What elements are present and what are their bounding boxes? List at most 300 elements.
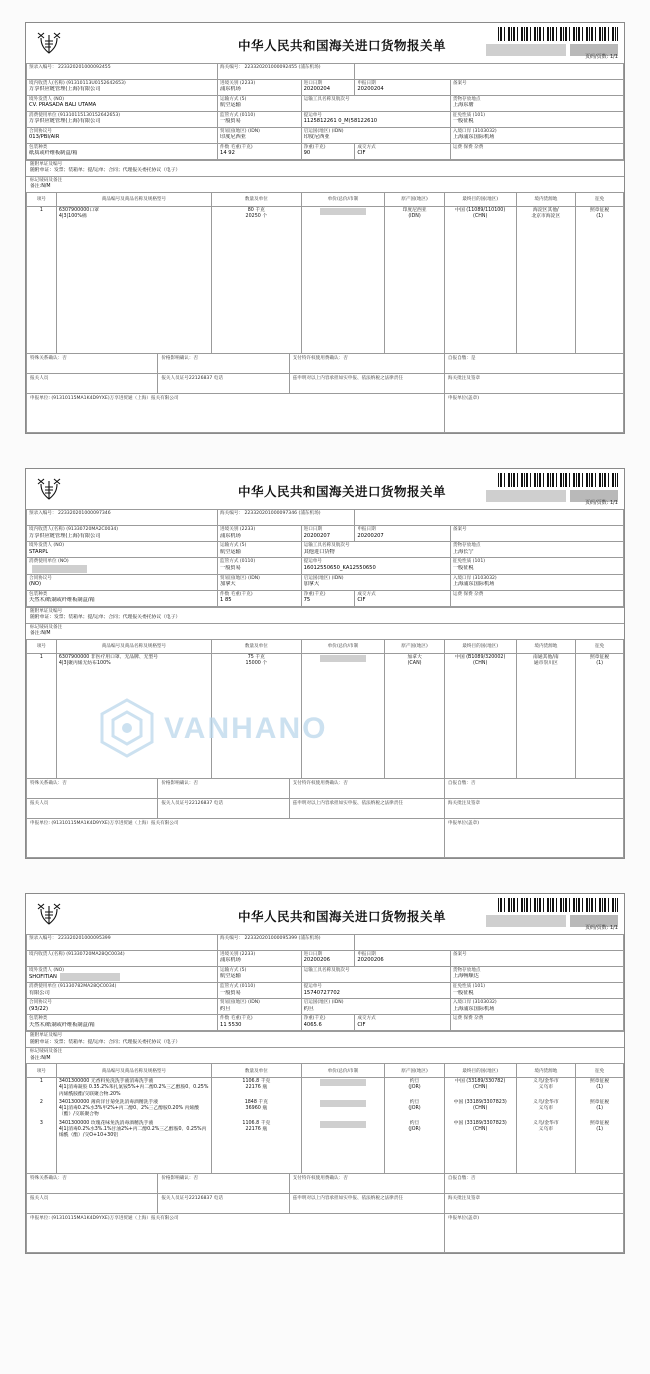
goods-empty-row [27,276,624,287]
goods-qty-2: 36960 瓶 [245,1106,268,1112]
goods-empty-cell [385,1151,445,1162]
consumer-unit-value-wrap [29,565,215,573]
declare-unit-cell [27,394,445,433]
goods-empty-cell [516,1140,576,1151]
goods-empty-cell [56,287,211,298]
form-header [26,894,624,934]
bill-no-cell [301,558,450,574]
goods-empty-cell [27,712,57,723]
goods-empty-cell [27,232,57,243]
declare-person-cert-label: 报关人员证号22126837 电话 [161,376,223,382]
goods-empty-cell [27,745,57,756]
goods-empty-row [27,331,624,342]
oath-label: 兹申明对以上内容承担如实申报、依法纳税之法律责任 [292,376,403,382]
declare-unit-row [27,818,624,857]
goods-empty-row [27,1140,624,1151]
redacted-block [486,44,566,56]
goods-empty-row [27,690,624,701]
net-weight-value: 4065.6 [303,1021,322,1028]
goods-empty-cell [212,701,302,712]
levy-nature-label: 征免性质 (101) [452,984,486,990]
header-spacer-cell [355,510,624,526]
declare-person-cert-label: 报关人员证号22126837 电话 [161,800,223,806]
goods-col-header: 商品编号及商品名称及规格型号 [56,639,211,653]
goods-index: 1 [27,653,57,668]
goods-source-place [516,1078,576,1099]
goods-qty-1: 1106.8 千克 [242,1120,271,1126]
goods-empty-cell [27,287,57,298]
entry-port-label: 入境口岸 (3103032) [452,575,497,581]
goods-empty-row [27,745,624,756]
declare-port-label: 进境关别 (2233) [220,527,256,533]
customs-declaration-forms [0,22,650,1254]
trade-country-cell [218,128,302,144]
goods-empty-cell [385,320,445,331]
form-grid [26,63,624,160]
goods-origin-line: (JOR) [408,1126,421,1132]
overseas-consignor-cell [27,96,218,112]
goods-empty-cell [576,745,624,756]
goods-dest-line: 中国 (33189/3307823) [453,1099,507,1105]
price-effect-label: 价格影响确认：否 [161,780,199,786]
domestic-consignee-label: 境内收货人(名称) (91330720MA2C0034) [29,527,119,533]
goods-empty-cell [576,320,624,331]
goods-empty-cell [301,679,385,690]
oath-label: 兹申明对以上内容承担如实申报、依法纳税之法律责任 [292,800,403,806]
goods-empty-cell [56,690,211,701]
goods-empty-cell [576,342,624,353]
goods-empty-cell [56,298,211,309]
goods-empty-cell [56,243,211,254]
goods-source-line: 义乌/金华市 [533,1099,559,1105]
goods-empty-cell [444,243,516,254]
goods-empty-cell [576,331,624,342]
goods-empty-cell [301,756,385,767]
goods-empty-cell [576,756,624,767]
goods-empty-cell [444,309,516,320]
domestic-consignee-cell [27,80,218,96]
trade-terms-label: 成交方式 [357,145,376,150]
pieces-label: 件数 毛重(千克) [220,145,253,150]
goods-empty-cell [212,767,302,778]
goods-name [56,653,211,668]
goods-name [56,206,211,221]
goods-empty-cell [27,221,57,232]
goods-dest-line: 中国 (11089/110100) [455,207,506,213]
goods-table [26,1063,624,1173]
domestic-consignee-label: 境内收货人(名称) (91330720MA28QC0034) [29,951,125,957]
goods-empty-cell [444,690,516,701]
goods-empty-cell [56,221,211,232]
special-relation-cell [27,354,158,374]
bill-no-value: 16012550650_KA12550650 [303,564,376,571]
goods-source-line: 南通其他/南 [533,654,559,660]
supervise-mode-label: 监管方式 (0110) [220,113,256,118]
goods-empty-cell [516,701,576,712]
goods-empty-cell [516,679,576,690]
goods-empty-cell [56,1151,211,1162]
goods-empty-cell [301,287,385,298]
goods-origin-line: (CAN) [407,660,422,666]
domestic-consignee-value: 万享供应链管理(上海)有限公司 [29,86,101,93]
customs-no-label: 海关编号： 223320201000097346 (浦东机场) [220,511,321,517]
price-effect-cell [158,778,289,798]
overseas-consignor-value-wrap [29,102,215,109]
goods-source-line: 海淀区其他/ [533,207,559,213]
redacted-block [320,208,366,215]
goods-empty-cell [27,1151,57,1162]
goods-empty-cell [576,243,624,254]
goods-levy-line: 照章征税 [590,1079,610,1085]
goods-empty-cell [576,723,624,734]
depart-country-value: 加拿大 [303,580,320,587]
levy-nature-label: 征免性质 (101) [452,559,486,565]
goods-empty-row [27,734,624,745]
goods-col-header: 项号 [27,192,57,206]
pre-entry-no-label: 预录入编号： 223320201000095399 [29,935,111,941]
redacted-block [60,973,120,981]
record-no-label: 备案号 [452,527,467,533]
goods-empty-cell [444,221,516,232]
goods-empty-cell [212,1162,302,1173]
goods-empty-cell [385,331,445,342]
goods-empty-cell [27,320,57,331]
goods-empty-row [27,1162,624,1173]
consumer-unit-cell [27,558,218,574]
import-date-value: 20200206 [303,957,331,964]
goods-qty-1: 75 千克 [247,654,265,660]
declare-person-cert-cell [158,374,289,394]
entry-port-cell [450,128,623,144]
goods-hs-code: 3401300000 无香料免洗洗手液消毒洗手液 [58,1079,154,1085]
supervise-mode-cell [218,112,302,128]
declare-unit-cell [27,1214,445,1253]
goods-empty-cell [576,701,624,712]
trade-terms-value: CIF [357,596,366,603]
goods-empty-cell [212,221,302,232]
contract-no-label: 合同协议号 [29,129,52,134]
record-no-cell [450,526,623,542]
special-relation-label: 特殊关系确认：否 [30,356,67,362]
goods-index: 2 [27,1099,57,1120]
declare-date-label: 申报日期 [357,951,376,957]
form-grid [26,934,624,1031]
redacted-block [486,490,566,502]
marks-remarks-row [26,623,624,639]
oath-cell [289,374,444,394]
goods-empty-row [27,668,624,679]
goods-levy [576,653,624,668]
pieces-value: 1 85 [220,596,232,603]
form-row [27,112,624,128]
contract-no-label: 合同协议号 [29,1000,52,1006]
contract-no-value: (93/22) [29,1005,48,1012]
goods-empty-cell [301,232,385,243]
watermark-text: VANHANO [164,712,328,746]
declare-unit-row [27,1214,624,1253]
goods-empty-cell [444,701,516,712]
goods-empty-cell [385,243,445,254]
goods-empty-cell [56,745,211,756]
pieces-value: 11 5530 [220,1021,242,1028]
goods-empty-row [27,712,624,723]
goods-price [301,1078,385,1099]
supervise-mode-label: 监管方式 (0110) [220,984,256,990]
pre-entry-no-label: 预录入编号： 223320201000097346 [29,511,111,517]
pieces-label: 件数 毛重(千克) [220,591,253,597]
goods-empty-cell [27,679,57,690]
goods-empty-cell [576,265,624,276]
goods-col-header: 单价/总价/币制 [301,639,385,653]
goods-col-header: 境内货源地 [516,1064,576,1078]
goods-header-row [27,1064,624,1078]
goods-empty-cell [385,701,445,712]
marks-remarks-label: 标记唛码及备注 [30,1049,63,1055]
page-number: 页码/页数: 1/1 [584,500,618,507]
declare-port-cell [218,80,302,96]
goods-empty-cell [444,287,516,298]
form-row [27,1015,624,1031]
trade-country-label: 贸易国(地区) (IDN) [220,1000,260,1006]
declare-unit-value: 申报单位: (91310115MA1K4D9YXE)万享进贸通（上海）报关有限公司 [30,1216,179,1222]
consumer-unit-label: 消费使用单位 (NO) [29,559,69,565]
goods-row [27,1099,624,1120]
goods-empty-cell [212,243,302,254]
goods-empty-cell [516,712,576,723]
form-row [27,526,624,542]
goods-col-header: 原产国(地区) [385,639,445,653]
goods-empty-cell [56,767,211,778]
customs-declaration-form [25,893,625,1254]
transport-mode-value: 航空运输 [220,102,241,109]
goods-empty-cell [301,767,385,778]
goods-empty-cell [56,254,211,265]
goods-destination [444,1120,516,1141]
self-declare-cell [444,1174,623,1194]
consumer-unit-label: 消费使用单位 (91330782MA28QC0034) [29,984,117,990]
goods-levy [576,1120,624,1141]
pre-entry-no-cell [27,510,218,526]
supervise-mode-cell [218,983,302,999]
declare-person-label: 报关人员 [30,376,49,382]
goods-empty-cell [516,756,576,767]
goods-empty-cell [576,276,624,287]
goods-empty-cell [301,668,385,679]
goods-empty-cell [444,265,516,276]
goods-empty-cell [56,1140,211,1151]
depart-country-label: 启运国(地区) (IDN) [303,1000,344,1006]
declare-unit-seal-cell [444,394,623,433]
declare-unit-value: 申报单位: (91310115MA1K4D9YXE)万享进贸通（上海）报关有限公司 [30,396,179,402]
domestic-consignee-cell [27,950,218,966]
goods-source-line: 义乌市 [538,1085,554,1091]
declare-person-label: 报关人员 [30,1196,49,1202]
goods-empty-row [27,232,624,243]
goods-source-line: 义乌/金华市 [533,1120,559,1126]
form-header [26,469,624,509]
goods-hs-code: 3401300000 玫瑰花味免洗消毒酒精洗手液 [58,1120,154,1126]
goods-empty-cell [301,690,385,701]
attached-docs-row [26,1031,624,1047]
transport-mode-cell [218,96,302,112]
redacted-block [320,1079,366,1086]
confirmations-row [27,1174,624,1194]
goods-empty-cell [576,668,624,679]
goods-empty-cell [27,331,57,342]
goods-empty-cell [516,745,576,756]
goods-levy-line: (1) [596,1085,603,1091]
entry-port-value: 上海浦东国际机场 [452,1005,495,1012]
marks-remarks-label: 标记唛码及备注 [30,177,63,183]
goods-empty-cell [385,756,445,767]
goods-col-header: 商品编号及商品名称及规格型号 [56,192,211,206]
overseas-consignor-value: SHOFITIAN [29,974,57,980]
goods-empty-cell [516,298,576,309]
supervise-mode-label: 监管方式 (0110) [220,559,256,565]
attached-docs-value: 随附单证：发票；装箱单；提/运单；合同；代理报关委托协议（电子） [30,168,181,174]
form-row [27,510,624,526]
goods-hs-code: 3401300000 薄荷洋甘菊免洗消毒酒精洗手液 [58,1099,159,1105]
goods-empty-cell [212,232,302,243]
form-row [27,128,624,144]
weight-cell [301,1015,355,1031]
goods-empty-cell [56,232,211,243]
redacted-block [320,1121,366,1128]
goods-source-place [516,1099,576,1120]
transport-mode-label: 运输方式 (5) [220,97,247,102]
import-date-label: 进口日期 [303,81,322,86]
goods-name [56,1120,211,1141]
goods-dest-line: (CHN) [473,1106,488,1112]
goods-hs-code: 6307900000 非医疗用口罩、无品牌、无型号 [58,654,159,660]
levy-nature-label: 征免性质 (101) [452,113,486,118]
fees-label: 运费 保费 杂费 [452,145,484,150]
declare-date-label: 申报日期 [357,81,376,86]
goods-levy-line: (1) [596,1106,603,1112]
goods-destination [444,1099,516,1120]
goods-place-value: 上海东塘 [452,102,474,109]
goods-empty-row [27,701,624,712]
goods-qty [212,206,302,221]
bill-no-label: 提运单号 [303,559,322,565]
goods-empty-cell [576,712,624,723]
goods-qty-2: 22176 瓶 [245,1126,268,1132]
overseas-consignor-label: 境外发货人 (NO) [29,543,65,549]
net-weight-label: 净重(千克) [303,1016,326,1022]
goods-empty-cell [212,320,302,331]
goods-origin [385,1078,445,1099]
entry-port-label: 入境口岸 (3103032) [452,1000,497,1006]
self-declare-cell [444,778,623,798]
marks-remarks-row [26,176,624,192]
net-weight-label: 净重(千克) [303,591,326,597]
form-row [27,934,624,950]
goods-empty-cell [444,679,516,690]
goods-qty-2: 20250 个 [245,214,268,220]
goods-empty-cell [516,221,576,232]
goods-empty-cell [56,320,211,331]
supervise-mode-cell [218,558,302,574]
goods-empty-cell [56,309,211,320]
declarer-row [27,374,624,394]
consumer-unit-value-wrap [29,990,215,997]
self-declare-cell [444,354,623,374]
goods-empty-cell [301,745,385,756]
header-spacer-cell [355,934,624,950]
goods-empty-cell [56,712,211,723]
goods-empty-cell [385,309,445,320]
trade-terms-label: 成交方式 [357,1016,376,1022]
overseas-consignor-value: CV. PRASADA BALI UTAMA [29,102,97,109]
consumer-unit-value: 有限公司 [29,989,50,996]
trade-country-value: 约旦 [220,1005,231,1012]
customs-release-cell [444,374,623,394]
goods-empty-cell [385,254,445,265]
goods-empty-row [27,1151,624,1162]
goods-dest-line: (CHN) [473,214,488,220]
declare-person-cert-cell [158,798,289,818]
contract-no-value: 013/PBI/AIR [29,134,60,141]
goods-empty-cell [212,254,302,265]
fees-cell [450,1015,623,1031]
goods-empty-cell [56,734,211,745]
goods-empty-cell [576,287,624,298]
customs-emblem-icon [32,474,66,504]
goods-origin-line: 约旦 [409,1099,420,1105]
goods-empty-cell [576,1140,624,1151]
trade-terms-cell [355,1015,451,1031]
overseas-consignor-value: STARPL [29,548,49,555]
depart-country-value: 印度尼西亚 [303,134,330,141]
goods-levy [576,206,624,221]
overseas-consignor-cell [27,966,218,982]
goods-place-cell [450,542,623,558]
transport-mode-cell [218,542,302,558]
entry-port-label: 入境口岸 (3103032) [452,129,497,134]
self-declare-label: 自报自缴：否 [447,1176,476,1182]
entry-port-cell [450,574,623,590]
goods-source-place [516,1120,576,1141]
contract-no-label: 合同协议号 [29,575,52,581]
goods-empty-cell [301,734,385,745]
special-relation-label: 特殊关系确认：否 [30,1176,67,1182]
goods-empty-row [27,254,624,265]
goods-place2-cell [450,983,623,999]
goods-empty-cell [27,298,57,309]
goods-source-line: 义乌/金华市 [533,1079,559,1085]
goods-empty-cell [212,1151,302,1162]
barcode [498,898,618,912]
customs-no-label: 海关编号： 223320201000092455 (浦东机场) [220,65,321,70]
declare-person-label: 报关人员 [30,800,49,806]
goods-empty-cell [301,1140,385,1151]
goods-empty-cell [385,287,445,298]
trade-country-value: 加拿大 [220,580,236,587]
goods-empty-row [27,723,624,734]
goods-empty-cell [444,745,516,756]
goods-origin-line: (IDN) [408,214,421,220]
customs-release-label: 海关批注及签章 [447,1196,481,1202]
goods-empty-cell [444,298,516,309]
depart-country-label: 启运国(地区) (IDN) [303,129,344,134]
goods-empty-row [27,320,624,331]
goods-dest-line: 中国 (33189/3307823) [453,1120,507,1126]
goods-empty-cell [56,756,211,767]
goods-spec: 4|3|聚丙烯无纺布100% [58,660,111,666]
redacted-block [32,565,87,573]
goods-index: 1 [27,1078,57,1099]
goods-empty-cell [576,1162,624,1173]
